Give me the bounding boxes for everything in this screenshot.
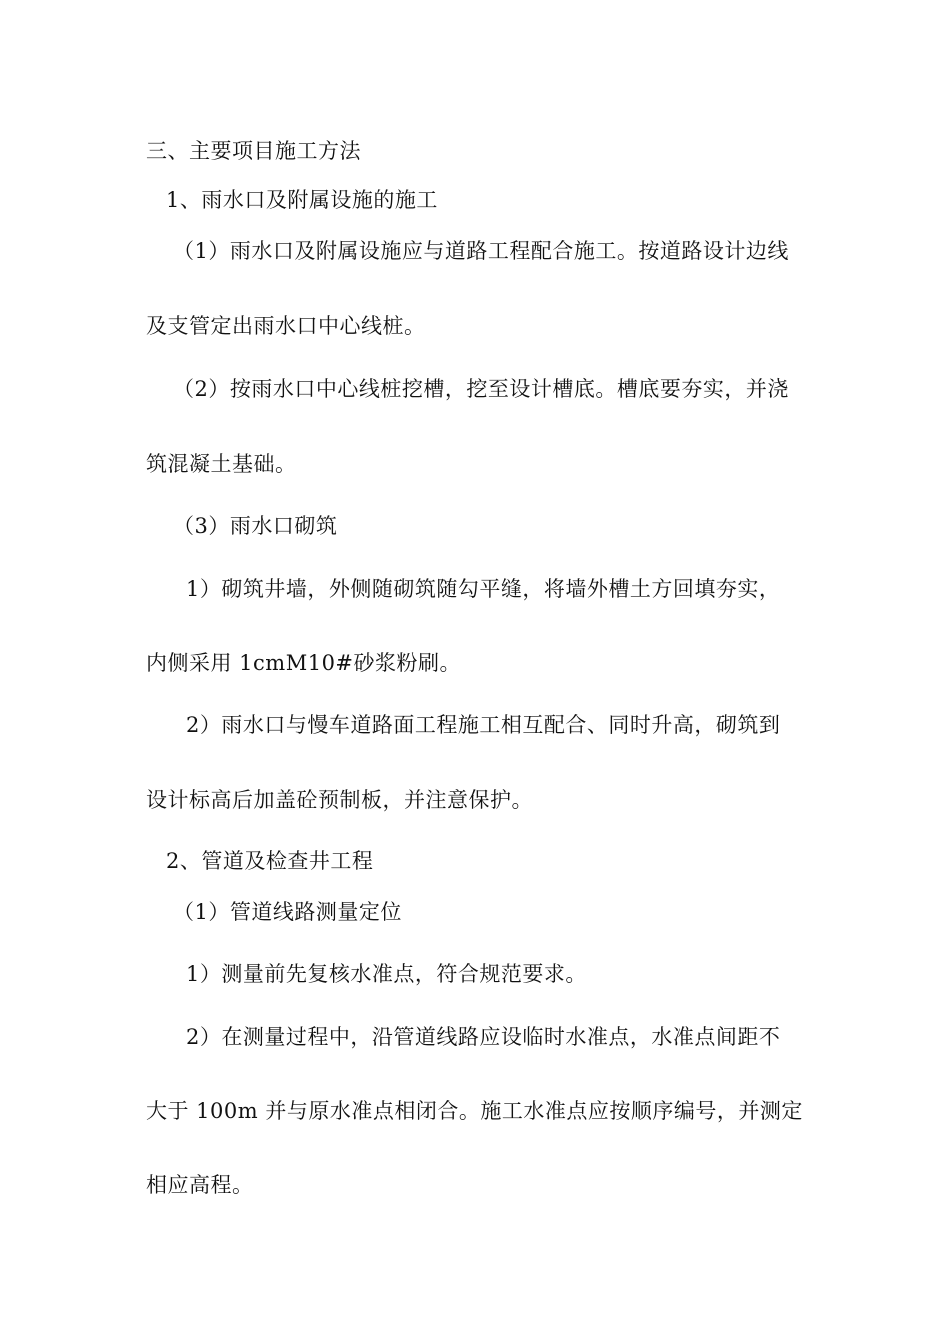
paragraph-line: 2）在测量过程中，沿管道线路应设临时水准点，水准点间距不 (186, 1025, 781, 1049)
paragraph-line: 大于 100m 并与原水准点相闭合。施工水准点应按顺序编号，并测定 (146, 1099, 803, 1123)
paragraph-line: （2）按雨水口中心线桩挖槽，挖至设计槽底。槽底要夯实，并浇 (173, 377, 789, 401)
paragraph-line: 设计标高后加盖砼预制板，并注意保护。 (146, 788, 533, 812)
paragraph-line: 相应高程。 (146, 1173, 254, 1197)
paragraph-line: 内侧采用 1cmM10#砂浆粉刷。 (146, 651, 462, 675)
subsection-heading: 2、管道及检查井工程 (166, 849, 374, 873)
item-heading: （1）管道线路测量定位 (173, 900, 402, 924)
section-heading: 三、主要项目施工方法 (146, 139, 361, 163)
paragraph-line: 1）测量前先复核水准点，符合规范要求。 (186, 962, 587, 986)
subsection-heading: 1、雨水口及附属设施的施工 (166, 188, 438, 212)
paragraph-line: 1）砌筑井墙，外侧随砌筑随勾平缝，将墙外槽土方回填夯实， (186, 577, 781, 601)
paragraph-line: 2）雨水口与慢车道路面工程施工相互配合、同时升高，砌筑到 (186, 713, 781, 737)
item-heading: （3）雨水口砌筑 (173, 514, 338, 538)
paragraph-line: 筑混凝土基础。 (146, 452, 297, 476)
paragraph-line: （1）雨水口及附属设施应与道路工程配合施工。按道路设计边线 (173, 239, 789, 263)
paragraph-line: 及支管定出雨水口中心线桩。 (146, 314, 426, 338)
